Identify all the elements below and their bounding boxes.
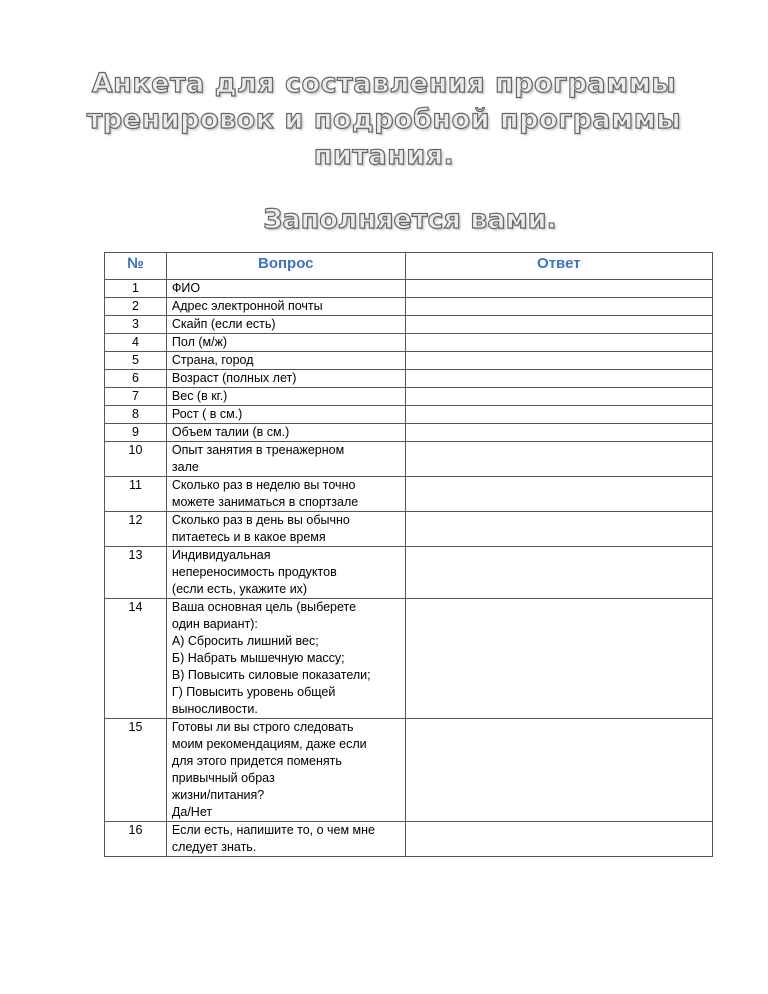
form-subtitle: Заполняется вами. (263, 204, 557, 235)
row-answer-field[interactable] (405, 512, 712, 547)
question-line: В) Повысить силовые показатели; (171, 668, 371, 682)
row-number: 14 (105, 599, 167, 719)
question-line: Рост ( в см.) (171, 407, 243, 421)
row-answer-field[interactable] (405, 719, 712, 822)
form-title-line: тренировок и подробной программы (86, 104, 682, 135)
question-line: Б) Набрать мышечную массу; (171, 651, 345, 665)
table-row (105, 822, 713, 857)
table-row (105, 388, 713, 406)
row-answer-field[interactable] (405, 442, 712, 477)
row-answer-field[interactable] (405, 370, 712, 388)
header-question: Вопрос (166, 253, 405, 280)
row-question (166, 547, 405, 599)
question-line: жизни/питания? (171, 788, 265, 802)
row-number: 5 (105, 352, 167, 370)
row-question (166, 352, 405, 370)
table-row (105, 280, 713, 298)
table-row (105, 547, 713, 599)
question-line: Г) Повысить уровень общей (171, 685, 336, 699)
question-line: Индивидуальная (171, 548, 271, 562)
table-header-row (105, 253, 713, 280)
row-question (166, 370, 405, 388)
row-number: 10 (105, 442, 167, 477)
question-line: непереносимость продуктов (171, 565, 337, 579)
question-line: Объем талии (в см.) (171, 425, 290, 439)
table-row (105, 370, 713, 388)
table-row (105, 477, 713, 512)
row-answer-field[interactable] (405, 280, 712, 298)
row-answer-field[interactable] (405, 424, 712, 442)
question-line: А) Сбросить лишний вес; (171, 634, 319, 648)
row-question (166, 334, 405, 352)
question-line: Сколько раз в неделю вы точно (171, 478, 356, 492)
row-number: 1 (105, 280, 167, 298)
row-answer-field[interactable] (405, 822, 712, 857)
question-line: Ваша основная цель (выберете (171, 600, 357, 614)
row-answer-field[interactable] (405, 352, 712, 370)
question-line: Пол (м/ж) (171, 335, 228, 349)
question-line: можете заниматься в спортзале (171, 495, 359, 509)
form-title-line: Анкета для составления программы (91, 68, 677, 99)
row-question (166, 599, 405, 719)
row-question (166, 424, 405, 442)
question-line: Готовы ли вы строго следовать (171, 720, 354, 734)
row-number: 3 (105, 316, 167, 334)
row-answer-field[interactable] (405, 547, 712, 599)
question-line: Опыт занятия в тренажерном (171, 443, 345, 457)
row-answer-field[interactable] (405, 334, 712, 352)
question-line: один вариант): (171, 617, 258, 631)
form-title-line: питания. (313, 140, 455, 171)
row-question (166, 280, 405, 298)
table-row (105, 352, 713, 370)
row-question (166, 719, 405, 822)
header-number: № (105, 253, 167, 280)
table-row (105, 298, 713, 316)
question-line: Возраст (полных лет) (171, 371, 297, 385)
table-row (105, 406, 713, 424)
question-line: Адрес электронной почты (171, 299, 323, 313)
table-row (105, 512, 713, 547)
table-row (105, 334, 713, 352)
question-line: привычный образ (171, 771, 275, 785)
question-line: Да/Нет (171, 805, 213, 819)
questionnaire-table (104, 252, 713, 857)
row-question (166, 388, 405, 406)
row-number: 2 (105, 298, 167, 316)
row-question (166, 512, 405, 547)
row-question (166, 316, 405, 334)
row-question (166, 406, 405, 424)
row-number: 4 (105, 334, 167, 352)
row-answer-field[interactable] (405, 599, 712, 719)
row-question (166, 822, 405, 857)
question-line: для этого придется поменять (171, 754, 342, 768)
row-number: 6 (105, 370, 167, 388)
row-answer-field[interactable] (405, 477, 712, 512)
row-number: 16 (105, 822, 167, 857)
question-line: следует знать. (171, 840, 257, 854)
question-line: выносливости. (171, 702, 258, 716)
row-number: 7 (105, 388, 167, 406)
question-line: зале (171, 460, 199, 474)
question-line: (если есть, укажите их) (171, 582, 308, 596)
question-line: Скайп (если есть) (171, 317, 276, 331)
table-row (105, 599, 713, 719)
table-row (105, 316, 713, 334)
row-answer-field[interactable] (405, 406, 712, 424)
row-answer-field[interactable] (405, 316, 712, 334)
question-line: Если есть, напишите то, о чем мне (171, 823, 376, 837)
question-line: Сколько раз в день вы обычно (171, 513, 350, 527)
row-number: 11 (105, 477, 167, 512)
row-number: 12 (105, 512, 167, 547)
row-number: 13 (105, 547, 167, 599)
row-number: 15 (105, 719, 167, 822)
row-question (166, 298, 405, 316)
table-row (105, 424, 713, 442)
row-question (166, 442, 405, 477)
question-line: Страна, город (171, 353, 254, 367)
question-line: питаетесь и в какое время (171, 530, 326, 544)
row-answer-field[interactable] (405, 388, 712, 406)
row-answer-field[interactable] (405, 298, 712, 316)
row-number: 8 (105, 406, 167, 424)
row-number: 9 (105, 424, 167, 442)
table-row (105, 442, 713, 477)
question-line: ФИО (171, 281, 201, 295)
question-line: Вес (в кг.) (171, 389, 228, 403)
row-question (166, 477, 405, 512)
question-line: моим рекомендациям, даже если (171, 737, 367, 751)
header-answer: Ответ (405, 253, 712, 280)
form-title (0, 66, 768, 174)
table-row (105, 719, 713, 822)
